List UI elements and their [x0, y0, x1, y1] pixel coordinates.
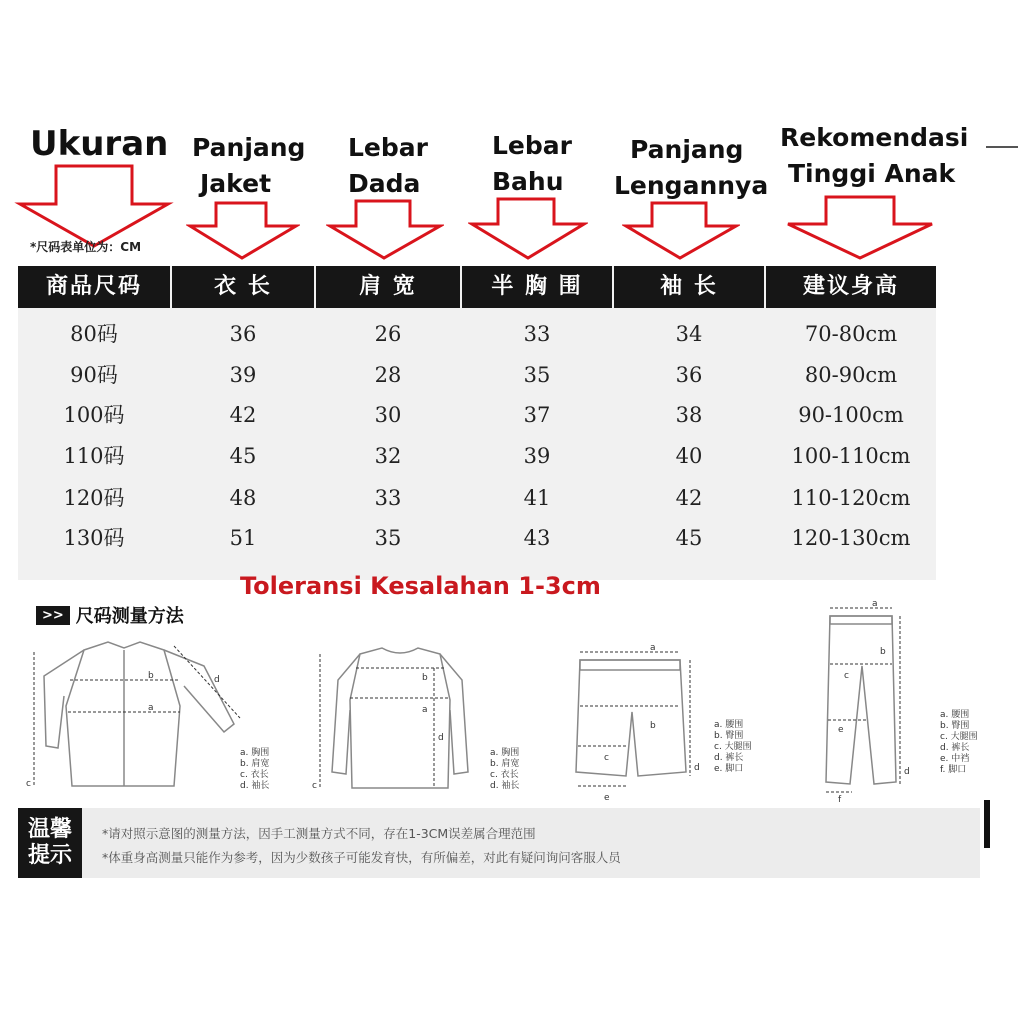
shorts-diagram — [566, 642, 706, 804]
cell-value: 80-90cm — [804, 363, 898, 387]
legend-item: d. 裤长 — [714, 753, 744, 763]
down-arrow-icon — [186, 200, 300, 262]
cell-value: 33 — [523, 322, 551, 346]
diagram-letter: a — [650, 643, 656, 653]
pants-legend — [940, 710, 978, 776]
down-arrow-icon — [784, 194, 936, 262]
label-line: Lengannya — [614, 171, 769, 200]
cell-value: 42 — [675, 486, 703, 510]
col-header: 衣 长 — [172, 266, 314, 308]
legend-item: a. 胸围 — [240, 748, 270, 758]
tips-badge — [18, 808, 82, 878]
cell-value: 51 — [229, 526, 257, 550]
cell-value: 43 — [523, 526, 551, 550]
cell-value: 35 — [523, 363, 551, 387]
cell-value: 30 — [374, 403, 402, 427]
down-arrow-icon — [326, 198, 444, 262]
label-line: Lebar — [492, 131, 572, 160]
cell-value: 34 — [675, 322, 703, 346]
cell-value: 26 — [374, 322, 402, 346]
col-header: 商品尺码 — [18, 266, 170, 308]
sweater-diagram — [310, 640, 490, 800]
cell-value: 32 — [374, 444, 402, 468]
legend-item: a. 腰围 — [714, 720, 744, 730]
cell-value: 35 — [374, 526, 402, 550]
legend-item: d. 裤长 — [940, 743, 970, 753]
cell-value: 41 — [523, 486, 551, 510]
cell-value: 42 — [229, 403, 257, 427]
label-line: Rekomendasi — [780, 123, 969, 152]
legend-item: c. 大腿围 — [940, 732, 978, 742]
diagram-letter: e — [838, 725, 844, 735]
diagram-letter: a — [422, 705, 428, 715]
label-line: Dada — [348, 169, 421, 198]
cell-value: 100-110cm — [791, 444, 911, 468]
table-header — [18, 266, 936, 308]
diagram-letter: b — [650, 721, 656, 731]
method-title-text: 尺码测量方法 — [75, 606, 184, 627]
sweater-legend — [490, 748, 519, 792]
cell-value: 48 — [229, 486, 257, 510]
table-row — [18, 355, 936, 396]
diagram-letter: b — [880, 647, 886, 657]
legend-item: d. 袖长 — [490, 781, 520, 791]
legend-item: e. 中裆 — [940, 754, 970, 764]
legend-item: b. 臀围 — [940, 721, 970, 731]
label-line: Bahu — [492, 167, 564, 196]
tips-box — [18, 808, 980, 878]
label-line: Jaket — [200, 169, 272, 198]
table-row — [18, 436, 936, 477]
diagram-letter: d — [904, 767, 910, 777]
shirt-legend — [240, 748, 269, 792]
legend-item: a. 胸围 — [490, 748, 520, 758]
label-line: Panjang — [192, 133, 306, 162]
label-rekomendasi — [780, 120, 968, 192]
cell-value: 45 — [229, 444, 257, 468]
cell-value: 70-80cm — [804, 322, 898, 346]
cell-size: 80码 — [70, 322, 118, 346]
legend-item: d. 袖长 — [240, 781, 270, 791]
unit-note: *尺码表单位为：CM — [30, 240, 142, 254]
tip-line: *体重身高测量只能作为参考，因为少数孩子可能发育快，有所偏差，对此有疑问询问客服人员 — [102, 850, 621, 865]
down-arrow-icon — [468, 196, 588, 262]
diagram-letter: c — [312, 781, 317, 791]
cell-value: 37 — [523, 403, 551, 427]
legend-item: b. 臀围 — [714, 731, 744, 741]
legend-item: f. 脚口 — [940, 765, 967, 775]
diagram-letter: e — [604, 793, 610, 803]
legend-item: a. 腰围 — [940, 710, 970, 720]
cell-value: 39 — [523, 444, 551, 468]
divider-line — [986, 146, 1018, 148]
cell-value: 90-100cm — [798, 403, 904, 427]
cell-value: 39 — [229, 363, 257, 387]
cell-value: 45 — [675, 526, 703, 550]
table-row — [18, 518, 936, 559]
shirt-diagram — [24, 636, 264, 796]
diagram-letter: b — [148, 671, 154, 681]
label-lebar-dada — [348, 130, 428, 202]
label-lebar-bahu — [492, 128, 572, 200]
col-header: 建议身高 — [766, 266, 936, 308]
diagram-letter: c — [844, 671, 849, 681]
diagram-letter: c — [604, 753, 609, 763]
pants-diagram — [816, 596, 926, 802]
diagram-letter: a — [872, 599, 878, 609]
legend-item: b. 肩宽 — [490, 759, 520, 769]
cell-value: 40 — [675, 444, 703, 468]
col-header: 肩 宽 — [316, 266, 460, 308]
cell-size: 100码 — [63, 403, 125, 427]
label-line: Lebar — [348, 133, 428, 162]
cell-size: 110码 — [63, 444, 125, 468]
legend-item: b. 肩宽 — [240, 759, 270, 769]
cell-value: 36 — [229, 322, 257, 346]
label-panjang-lengan — [614, 132, 768, 204]
diagram-letter: f — [838, 795, 842, 802]
method-title — [36, 603, 184, 627]
table-row — [18, 314, 936, 355]
diagram-letter: d — [438, 733, 444, 743]
shorts-legend — [714, 720, 752, 775]
label-line: Panjang — [630, 135, 744, 164]
down-arrow-icon — [622, 200, 740, 262]
cell-size: 90码 — [70, 363, 118, 387]
size-table — [18, 266, 936, 580]
tips-badge-line: 提示 — [27, 843, 72, 868]
diagram-letter: d — [214, 675, 220, 685]
label-panjang-jaket — [192, 130, 305, 202]
cell-value: 110-120cm — [791, 486, 911, 510]
legend-item: c. 衣长 — [240, 770, 269, 780]
cell-value: 28 — [374, 363, 402, 387]
cell-size: 130码 — [63, 526, 125, 550]
cell-value: 120-130cm — [791, 526, 911, 550]
cell-value: 38 — [675, 403, 703, 427]
diagram-letter: c — [26, 779, 31, 789]
legend-item: c. 衣长 — [490, 770, 519, 780]
table-row — [18, 395, 936, 436]
tip-line: *请对照示意图的测量方法，因手工测量方式不同，存在1-3CM误差属合理范围 — [102, 826, 536, 841]
legend-item: c. 大腿围 — [714, 742, 752, 752]
method-tag: >> — [36, 606, 70, 625]
cell-size: 120码 — [63, 486, 125, 510]
label-ukuran: Ukuran — [30, 124, 169, 164]
cell-value: 36 — [675, 363, 703, 387]
legend-item: e. 脚口 — [714, 764, 744, 774]
side-bar — [984, 800, 990, 848]
diagram-letter: b — [422, 673, 428, 683]
diagram-letter: d — [694, 763, 700, 773]
tolerance-note: Toleransi Kesalahan 1-3cm — [240, 572, 601, 600]
col-header: 袖 长 — [614, 266, 764, 308]
table-row — [18, 478, 936, 519]
label-line: Tinggi Anak — [788, 159, 956, 188]
tips-badge-line: 温馨 — [27, 817, 72, 842]
diagram-letter: a — [148, 703, 154, 713]
cell-value: 33 — [374, 486, 402, 510]
col-header: 半 胸 围 — [462, 266, 612, 308]
